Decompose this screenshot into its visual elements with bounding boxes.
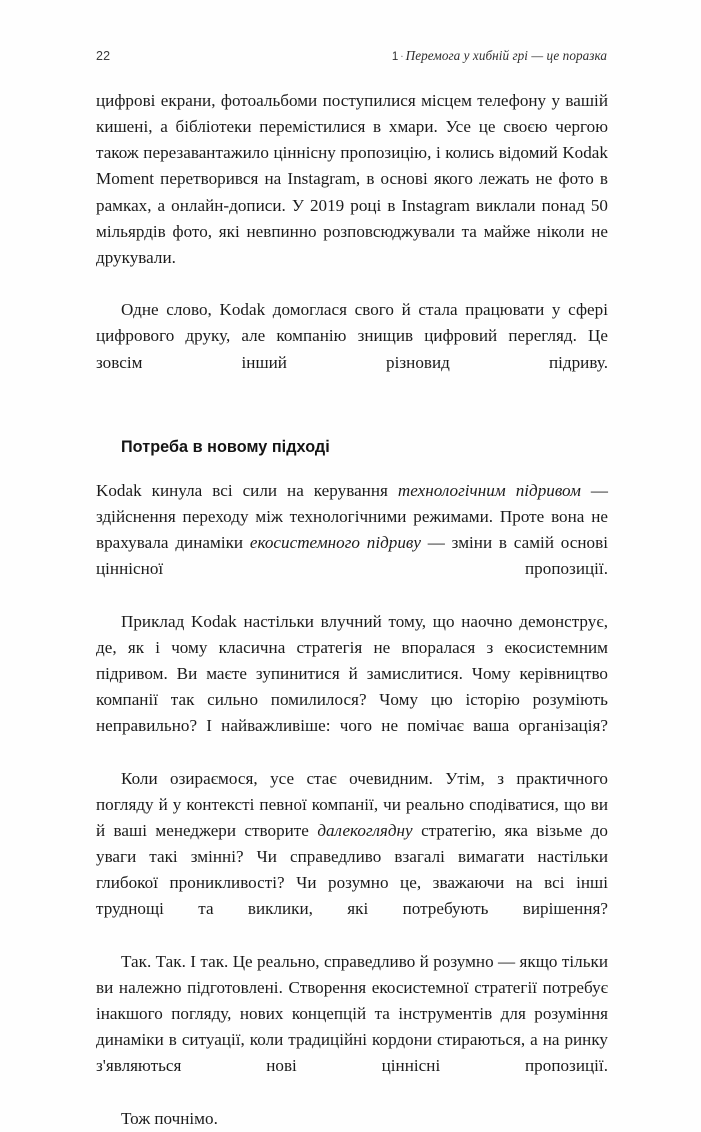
par3-text-c: — зміни в самій основі ціннісної пропозиції. <box>96 533 608 579</box>
par3-emphasis-ecosystem-disruption: екосистемного підриву <box>249 533 421 553</box>
par3-emphasis-technological-disruption: технологічним підривом <box>397 480 581 500</box>
running-header <box>96 48 607 70</box>
text-column <box>96 88 608 1132</box>
spacer-after-subheading <box>96 458 608 478</box>
header-separator: · <box>400 52 404 63</box>
paragraph-lets-begin: Тож почнімо. <box>121 1108 218 1128</box>
paragraph-yes-yes-yes: Так. Так. І так. Це реально, справедливо й розумно — якщо тільки ви належно підготовлені. Створення екосистемної стратегії потребує інакшого погляду, нових концепцій та інструментів для розуміння динаміки в ситуації, коли традиційні кордони стираються, а на ринку з'являються нові ціннісні пропозиції. <box>96 951 608 1076</box>
chapter-number: 1 <box>391 51 399 63</box>
par5-emphasis-farsighted: далекоглядну <box>317 820 413 840</box>
par3-text-b: — здійснення переходу між технологічними режимами. Проте вона не врахувала динаміки <box>96 480 608 553</box>
page-number: 22 <box>96 49 111 63</box>
par3-text-a: Kodak кинула всі сили на керування <box>96 480 398 500</box>
paragraph-kodak-digital-print: Одне слово, Kodak домоглася свого й стала працювати у сфері цифрового друку, але компанію знищив цифровий перегляд. Це зовсім інший різновид підриву. <box>96 300 608 372</box>
paragraph-kodak-example: Приклад Kodak настільки влучний тому, що наочно демонструє, де, як і чому класична стратегія не впоралася з екосистемним підривом. Ви маєте зупинитися й замислитися. Чому керівництво компанії так сильно помилилося? Чому цю історію розуміють неправильно? І найважливіше: чого не помічає ваша організація? <box>96 611 608 736</box>
par5-text-b: стратегію, яка візьме до уваги такі змінні? Чи справедливо взагалі вимагати настільки глибокої проникливості? Чи розумно це, зважаючи на всі інші труднощі та виклики, які потребують вирішення? <box>96 820 609 919</box>
paragraph-continuation: цифрові екрани, фотоальбоми поступилися місцем телефону у вашій кишені, а бібліотеки перемістилися в хмари. Усе це своєю чергою також перезавантажило ціннісну пропозицію, і колись відомий Kodak Moment перетворився на Instagram, в основі якого лежать не фото в рамках, а онлайн-дописи. У 2019 році в Instagram виклали понад 50 мільярдів фото, які невпинно розповсюджували та майже ніколи не друкували. <box>96 91 608 267</box>
paragraph-hindsight <box>96 766 608 949</box>
section-subheading: Потреба в новому підході <box>121 437 330 456</box>
par5-text-a: Коли озираємося, усе стає очевидним. Утім, з практичного погляду й у контексті певної компанії, чи реально сподіватися, що ви й ваші менеджери створите <box>96 768 608 840</box>
spacer-before-subheading <box>96 402 608 436</box>
paragraph-technological-disruption <box>96 478 608 609</box>
running-header-title <box>392 48 607 64</box>
chapter-title: Перемога у хибній грі — це поразка <box>405 48 607 63</box>
